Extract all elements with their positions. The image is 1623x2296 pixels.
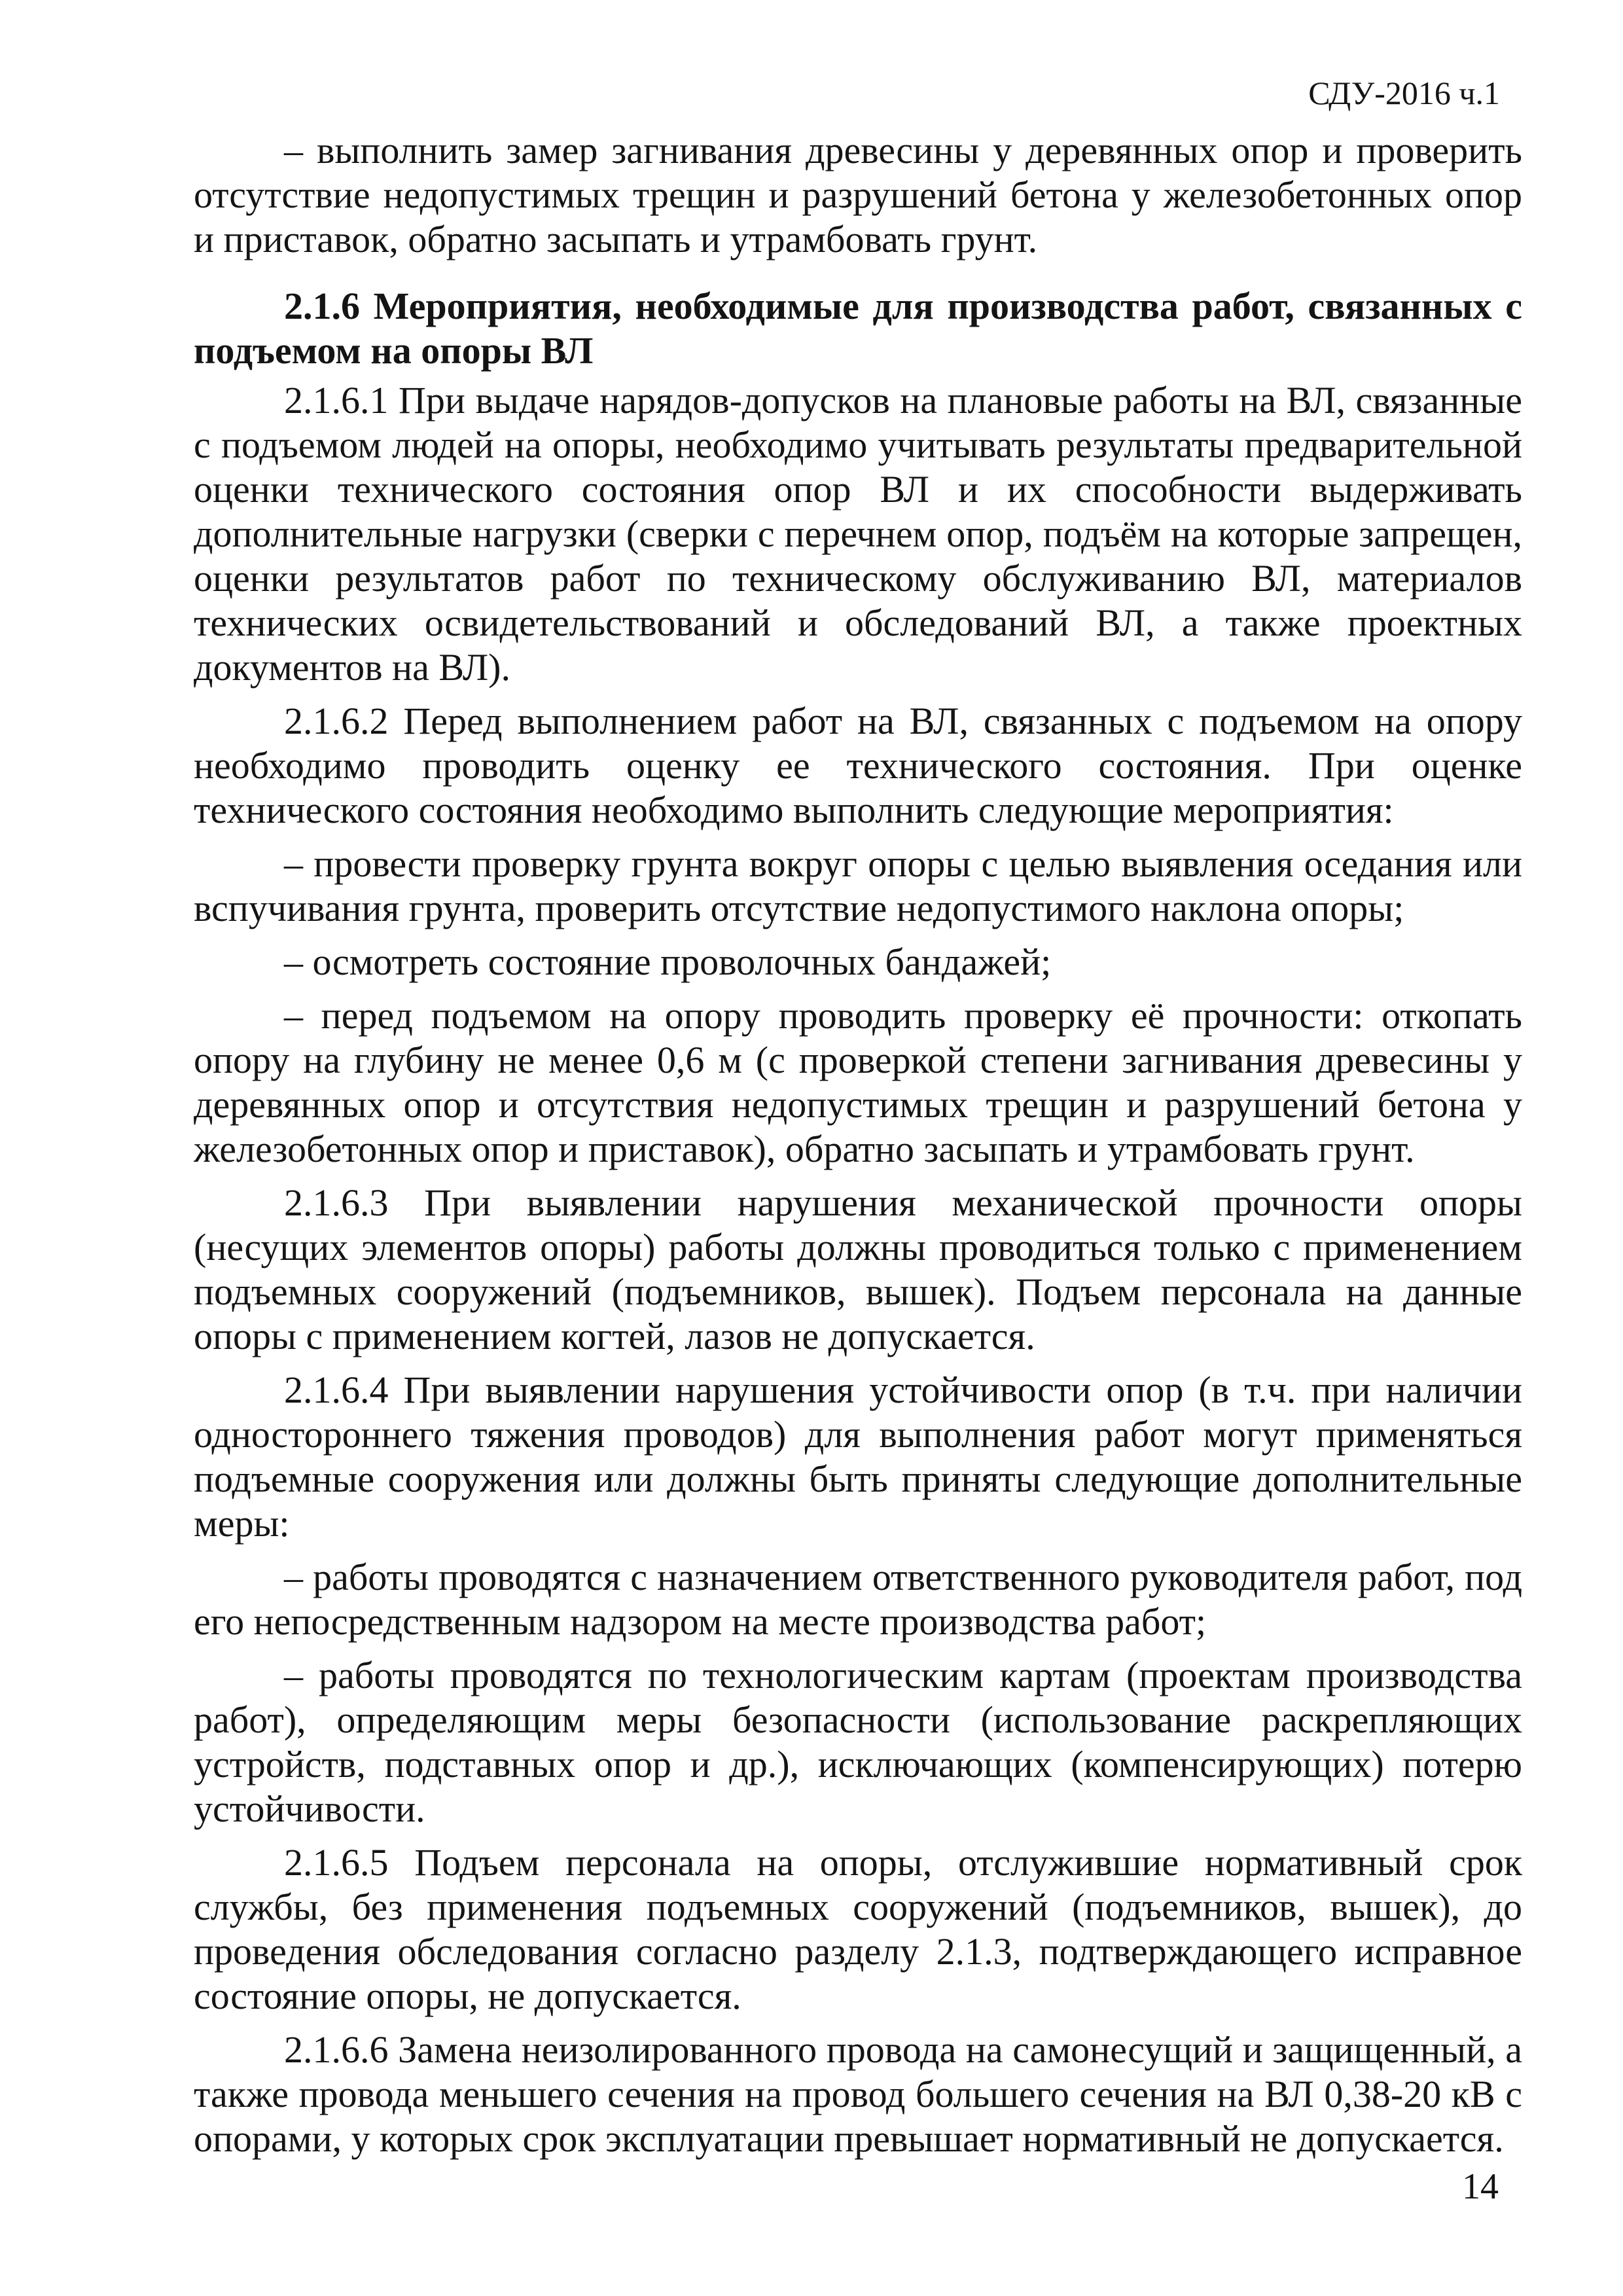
- paragraph-2-1-6-5: 2.1.6.5 Подъем персонала на опоры, отслужившие нормативный срок службы, без применения подъемных сооружений (подъемников, вышек), до проведения обследования согласно разделу 2.1.3, подтверждающего исправное состояние опоры, не допускается.: [194, 1841, 1522, 2017]
- paragraph-2-1-6-1: 2.1.6.1 При выдаче нарядов-допусков на плановые работы на ВЛ, связанные с подъемом людей на опоры, необходимо учитывать результаты предварительной оценки технического состояния опор ВЛ и их способности выдерживать дополнительные нагрузки (сверки с перечнем опор, подъём на которые запрещен, оценки результатов работ по техническому обслуживанию ВЛ, материалов технических освидетельствований и обследований ВЛ, а также проектных документов на ВЛ).: [194, 379, 1522, 689]
- section-heading: 2.1.6 Мероприятия, необходимые для производства работ, связанных с подъемом на опоры ВЛ: [194, 285, 1522, 372]
- paragraph-continuation: – выполнить замер загнивания древесины у деревянных опор и проверить отсутствие недопустимых трещин и разрушений бетона у железобетонных опор и приставок, обратно засыпать и утрамбовать грунт.: [194, 129, 1522, 260]
- paragraph-2-1-6-4: 2.1.6.4 При выявлении нарушения устойчивости опор (в т.ч. при наличии одностороннего тяжения проводов) для выполнения работ могут применяться подъемные сооружения или должны быть приняты следующие дополнительные меры:: [194, 1369, 1522, 1545]
- list-item-ground-check: – провести проверку грунта вокруг опоры с целью выявления оседания или вспучивания грунта, проверить отсутствие недопустимого наклона опоры;: [194, 842, 1522, 929]
- page-body: [194, 128, 1522, 2170]
- paragraph-2-1-6-3: 2.1.6.3 При выявлении нарушения механической прочности опоры (несущих элементов опоры) работы должны проводиться только с применением подъемных сооружений (подъемников, вышек). Подъем персонала на данные опоры с применением когтей, лазов не допускается.: [194, 1181, 1522, 1357]
- list-item-technological-maps: – работы проводятся по технологическим картам (проектам производства работ), определяющим меры безопасности (использование раскрепляющих устройств, подставных опор и др.), исключающих (компенсирующих) потерю устойчивости.: [194, 1654, 1522, 1830]
- document-code-header: СДУ-2016 ч.1: [1308, 75, 1500, 111]
- list-item-responsible-supervisor: – работы проводятся с назначением ответственного руководителя работ, под его непосредственным надзором на месте производства работ;: [194, 1556, 1522, 1643]
- page-number: 14: [1462, 2166, 1499, 2207]
- paragraph-2-1-6-2: 2.1.6.2 Перед выполнением работ на ВЛ, связанных с подъемом на опору необходимо проводить оценку ее технического состояния. При оценке технического состояния необходимо выполнить следующие мероприятия:: [194, 700, 1522, 831]
- paragraph-2-1-6-6: 2.1.6.6 Замена неизолированного провода на самонесущий и защищенный, а также провода меньшего сечения на провод большего сечения на ВЛ 0,38-20 кВ с опорами, у которых срок эксплуатации превышает нормативный не допускается.: [194, 2028, 1522, 2160]
- list-item-strength-check: – перед подъемом на опору проводить проверку её прочности: откопать опору на глубину не менее 0,6 м (с проверкой степени загнивания древесины у деревянных опор и отсутствия недопустимых трещин и разрушений бетона у железобетонных опор и приставок), обратно засыпать и утрамбовать грунт.: [194, 994, 1522, 1170]
- list-item-bandage-inspection: – осмотреть состояние проволочных бандажей;: [284, 941, 1052, 983]
